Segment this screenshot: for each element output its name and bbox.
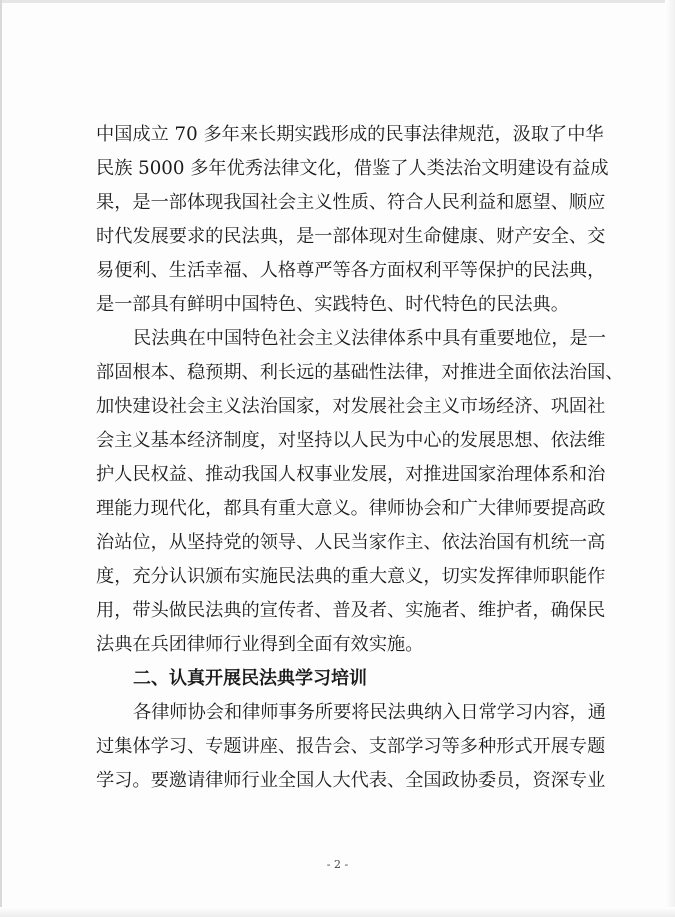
- paragraph-2: [96, 322, 624, 662]
- text-line: 度，充分认识颁布实施民法典的重大意义，切实发挥律师职能作: [96, 566, 606, 587]
- text-line: 护人民权益、推动我国人权事业发展，对推进国家治理体系和治: [96, 464, 606, 485]
- text-line: 用，带头做民法典的宣传者、普及者、实施者、维护者，确保民: [96, 600, 606, 621]
- text-line: 治站位，从坚持党的领导、人民当家作主、依法治国有机统一高: [96, 532, 606, 553]
- page-edge-right: [665, 0, 675, 917]
- text-line: 民法典在中国特色社会主义法律体系中具有重要地位，是一: [133, 328, 606, 349]
- page-edge-left: [0, 0, 2, 917]
- text-line: 各律师协会和律师事务所要将民法典纳入日常学习内容，通: [133, 702, 606, 723]
- text-line: 部固根本、稳预期、利长远的基础性法律，对推进全面依法治国、: [96, 362, 624, 383]
- text-line: 中国成立 70 多年来长期实践形成的民事法律规范，汲取了中华: [96, 124, 604, 145]
- page-edge-bottom: [0, 907, 675, 917]
- text-line: 果，是一部体现我国社会主义性质、符合人民利益和愿望、顺应: [96, 192, 606, 213]
- paragraph-1: [96, 118, 609, 322]
- text-line: 理能力现代化，都具有重大意义。律师协会和广大律师要提高政: [96, 498, 606, 519]
- text-line: 法典在兵团律师行业得到全面有效实施。: [96, 634, 424, 655]
- document-body: [96, 118, 624, 798]
- text-line: 时代发展要求的民法典，是一部体现对生命健康、财产安全、交: [96, 226, 606, 247]
- text-line: 学习。要邀请律师行业全国人大代表、全国政协委员，资深专业: [96, 770, 606, 791]
- text-line: 过集体学习、专题讲座、报告会、支部学习等多种形式开展专题: [96, 736, 606, 757]
- text-line: 是一部具有鲜明中国特色、实践特色、时代特色的民法典。: [96, 294, 569, 315]
- text-line: 易便利、生活幸福、人格尊严等各方面权利平等保护的民法典，: [96, 260, 606, 281]
- section-heading: 二、认真开展民法典学习培训: [133, 668, 367, 689]
- paragraph-3: [96, 696, 606, 798]
- text-line: 会主义基本经济制度，对坚持以人民为中心的发展思想、依法维: [96, 430, 606, 451]
- page-edge-top: [0, 0, 675, 3]
- page-number: - 2 -: [326, 858, 349, 871]
- text-line: 民族 5000 多年优秀法律文化，借鉴了人类法治文明建设有益成: [96, 158, 609, 179]
- text-line: 加快建设社会主义法治国家，对发展社会主义市场经济、巩固社: [96, 396, 606, 417]
